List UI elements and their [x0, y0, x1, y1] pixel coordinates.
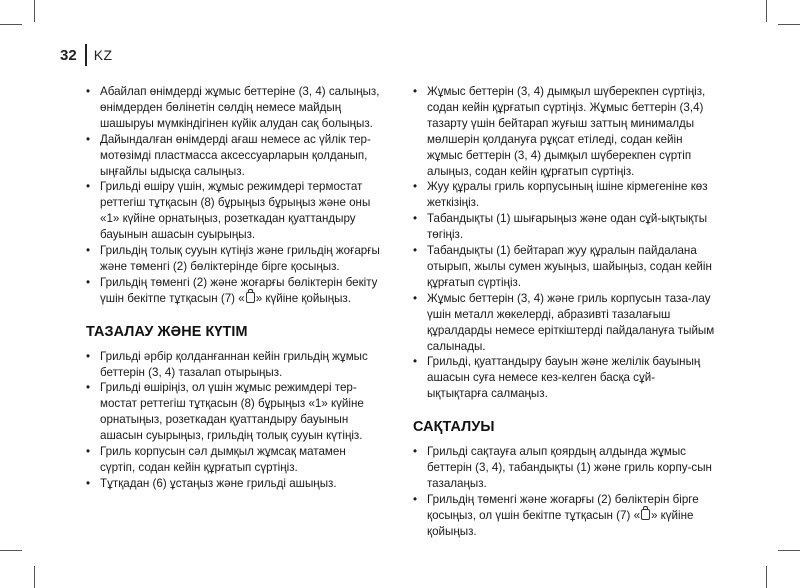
- list-item-text: Грильдің төменгі және жоғарғы (2) бөліктерін бірге қосыңыз, ол үшін бекітпе тұтқасын (7) «: [427, 492, 699, 522]
- list-item: [86, 84, 384, 132]
- list-item-text: Грильдің төменгі (2) және жоғарғы бөліктерін бекіту үшін бекітпе тұтқасын (7) «: [100, 275, 378, 305]
- list-item: [413, 243, 715, 291]
- list-item-text: Табандықты (1) шығарыңыз және одан сұй-ықтықты төгіңіз.: [427, 212, 708, 242]
- list-item: [86, 349, 384, 381]
- list-item-text: Грильді өшіру үшін, жұмыс режимдері термостат реттегіш тұтқасын (8) бұрыңыз бұрыңыз және оны «1» күйіне орнатыңыз, розеткадан қуаттандыру бауынын ашасын суырыңыз.: [100, 180, 371, 242]
- list-item-text: Грильдің толық сууын күтіңіз және грильдің жоғарғы және төменгі (2) бөліктерінде бірге қосыңыз.: [100, 244, 380, 273]
- list-item: [86, 132, 384, 180]
- bullet: •: [413, 244, 418, 258]
- list-item: [86, 380, 384, 444]
- bullet: •: [413, 85, 418, 98]
- list-item-text: Жуу құралы гриль корпусының ішіне кірмегеніне көз жеткізіңіз.: [427, 180, 708, 210]
- section-heading-storage: САҚТАЛУЫ: [413, 419, 495, 436]
- list-item: [86, 243, 384, 275]
- crop-mark: [0, 24, 22, 25]
- list-item-text: Грильді, қуаттандыру бауын және желілік бауының ашасын суға немесе кез-келген басқа сұй-ықтықтарға салмаңыз.: [427, 355, 701, 401]
- list-item: [413, 354, 715, 402]
- right-column: [413, 84, 715, 539]
- cleaning-list: [86, 349, 384, 492]
- bullet: •: [413, 180, 418, 194]
- list-item-text: » күйіне қойыңыз.: [255, 291, 351, 305]
- list-item: [86, 179, 384, 243]
- bullet: •: [413, 355, 418, 369]
- crop-mark: [766, 566, 767, 588]
- list-item-text: Грильді өшіріңіз, ол үшін жұмыс режимдері тер-мостат реттегіш тұтқасын (8) бұрыңыз «1» күйіне орнатыңыз, розеткадан қуаттандыру бауынын ашасын суырыңыз, грильдің толық сууын күтіңіз.: [100, 381, 364, 443]
- list-item: [413, 179, 715, 211]
- list-item-text: Жұмыс беттерін (3, 4) және гриль корпусын таза-лау үшін металл жөкелерді, абразивті тазалағыш құралдарды немесе еріткіштерді пайдалануға тыйым салынады.: [427, 291, 715, 353]
- header-divider: [85, 44, 87, 66]
- language-code: KZ: [93, 47, 113, 63]
- list-item: [413, 291, 715, 355]
- cleaning-list-continued: [413, 84, 715, 402]
- list-item: [413, 84, 715, 179]
- bullet: •: [413, 492, 418, 506]
- crop-mark: [778, 550, 800, 551]
- crop-mark: [0, 550, 22, 551]
- bullet: •: [86, 476, 91, 490]
- list-item: [413, 444, 715, 492]
- list-item-text: Дайындалған өнімдерді ағаш немесе ас үйлік тер-мотөзімді пластмасса аксессуарларын қолданып, ыңғайлы ыдысқа салыңыз.: [100, 132, 371, 178]
- intro-list: [86, 84, 384, 307]
- list-item: [86, 275, 384, 307]
- crop-mark: [778, 24, 800, 25]
- bullet: •: [86, 381, 91, 395]
- list-item: [86, 444, 384, 476]
- bullet: •: [86, 275, 91, 289]
- bullet: •: [86, 132, 91, 146]
- list-item: [413, 492, 715, 540]
- bullet: •: [86, 445, 91, 459]
- lock-icon: [246, 292, 255, 303]
- bullet: •: [86, 349, 91, 363]
- bullet: •: [86, 180, 91, 194]
- list-item-text: Жұмыс беттерін (3, 4) дымқыл шүберекпен сүртіңіз, содан кейін құрғатып сүртіңіз. Жұмыс беттерін (3,4) тазарту үшін бейтарап жуғыш заттың минималды мөлшерін қолдануға рұқсат етіледі, содан кейін жұмыс беттерін (3, 4) дымқыл шүберекпен сүртіп алыңыз, содан кейін құрғатып сүртіңіз.: [427, 85, 706, 178]
- bullet: •: [413, 212, 418, 226]
- list-item-text: Грильді сақтауға алып қоярдың алдында жұмыс беттерін (3, 4), табандықты (1) және гриль корпу-сын тазалаңыз.: [427, 445, 712, 490]
- bullet: •: [413, 291, 418, 305]
- list-item: [86, 476, 384, 492]
- crop-mark: [766, 0, 767, 22]
- list-item-text: » күйіне қойыңыз.: [427, 508, 694, 538]
- page-header: [60, 44, 113, 66]
- bullet: •: [86, 244, 91, 258]
- storage-list: [413, 444, 715, 539]
- bullet: •: [86, 85, 91, 98]
- left-column: [86, 84, 384, 492]
- section-heading-cleaning: ТАЗАЛАУ ЖӘНЕ КҮТІМ: [86, 323, 248, 340]
- crop-mark: [34, 0, 35, 22]
- lock-icon: [641, 509, 650, 520]
- list-item: [413, 211, 715, 243]
- crop-mark: [34, 566, 35, 588]
- page-number: 32: [60, 46, 77, 64]
- list-item-text: Тұтқадан (6) ұстаңыз және грильді ашыңыз.: [100, 476, 337, 490]
- list-item-text: Гриль корпусын сәл дымқыл жұмсақ матамен сүртіп, содан кейін құрғатып сүртіңіз.: [100, 445, 346, 474]
- bullet: •: [413, 445, 418, 459]
- list-item-text: Абайлап өнімдерді жұмыс беттеріне (3, 4) салыңыз, өнімдерден бөлінетін сөлдің немесе майдың шашыруы мүмкіндігінен күйік алудан сақ болыңыз.: [100, 85, 380, 130]
- list-item-text: Табандықты (1) бейтарап жуу құралын пайдалана отырып, жылы сумен жуыңыз, шайыңыз, содан кейін құрғатып сүртіңіз.: [427, 244, 712, 289]
- list-item-text: Грильді әрбір қолданғаннан кейін грильдің жұмыс беттерін (3, 4) тазалап отырыңыз.: [100, 349, 368, 379]
